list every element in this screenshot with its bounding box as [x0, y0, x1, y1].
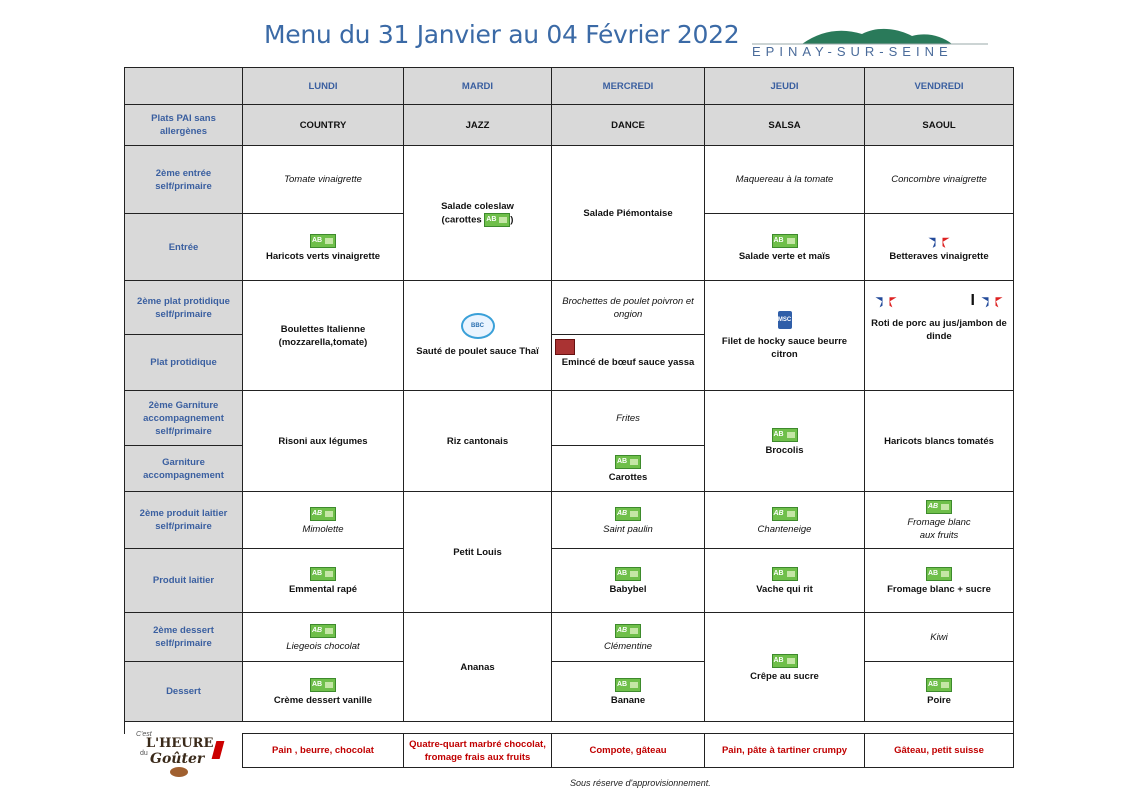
gouter-lundi: Pain , beurre, chocolat	[243, 734, 404, 768]
cell-mer-dessert-text: Banane	[610, 695, 646, 706]
gouter-vendredi: Gâteau, petit suisse	[865, 734, 1014, 768]
cell-mer-garn	[552, 446, 705, 492]
cell-ven-lait	[865, 549, 1014, 613]
pai-mardi: JAZZ	[404, 105, 552, 146]
dessert2-row	[125, 613, 1014, 662]
cake-icon	[170, 767, 188, 777]
cell-jeu-lait-text: Vache qui rit	[756, 584, 813, 595]
cell-mer-plat-text: Emincé de bœuf sauce yassa	[561, 357, 695, 368]
cell-jeu-dessert	[705, 613, 865, 722]
cell-jeu-lait2	[705, 492, 865, 549]
cell-mar-plat	[404, 281, 552, 391]
cell-ven-garn: Haricots blancs tomatés	[865, 391, 1014, 492]
cell-ven-plat	[865, 281, 1014, 391]
epinay-logo	[752, 24, 992, 62]
row-label-lait: Produit laitier	[125, 549, 243, 613]
cell-jeu-plat	[705, 281, 865, 391]
exclamation-icon	[212, 741, 225, 759]
cell-lun-garn: Risoni aux légumes	[243, 391, 404, 492]
gouter-logo-word-1: C'est	[136, 731, 152, 738]
menu-table	[124, 67, 1014, 768]
cell-mer-lait2	[552, 492, 705, 549]
cell-ven-dessert	[865, 662, 1014, 722]
cell-jeu-entree	[705, 214, 865, 281]
cell-mer-garn2: Frites	[552, 391, 705, 446]
row-label-entree2: 2ème entrée self/primaire	[125, 146, 243, 214]
ab-bio-label-icon	[772, 654, 798, 668]
row-label-garn: Garniture accompagnement	[125, 446, 243, 492]
separator-icon: I	[970, 291, 975, 309]
day-mardi: MARDI	[404, 68, 552, 105]
ab-bio-label-icon	[310, 234, 336, 248]
entree2-row	[125, 146, 1014, 214]
cell-mer-garn-text: Carottes	[608, 472, 648, 483]
cell-lun-lait	[243, 549, 404, 613]
cell-lun-entree	[243, 214, 404, 281]
row-label-entree: Entrée	[125, 214, 243, 281]
ab-bio-label-icon	[484, 213, 510, 227]
cell-ven-plat-text: Roti de porc au jus/jambon de dinde	[871, 318, 1007, 342]
gouter-logo-word-3: du	[140, 750, 148, 757]
ab-bio-label-icon	[772, 234, 798, 248]
pai-lundi: COUNTRY	[243, 105, 404, 146]
gouter-logo-word-2: L'HEURE	[146, 736, 214, 751]
cell-mer-plat	[552, 335, 705, 391]
msc-label-icon: MSC	[778, 311, 792, 329]
cell-mer-entree: Salade Piémontaise	[552, 146, 705, 281]
ab-bio-label-icon	[615, 455, 641, 469]
ab-bio-label-icon	[926, 567, 952, 581]
cell-jeu-lait	[705, 549, 865, 613]
volaille-francaise-label-icon	[981, 291, 1003, 309]
pai-jeudi: SALSA	[705, 105, 865, 146]
cell-mar-entree-b: (carottes	[441, 214, 482, 226]
cell-ven-dessert2: Kiwi	[865, 613, 1014, 662]
row-label-dessert2: 2ème dessert self/primaire	[125, 613, 243, 662]
cell-ven-lait2-text: Fromage blanc aux fruits	[907, 517, 971, 541]
gouter-row	[125, 734, 1014, 768]
cell-lun-dessert-text: Crème dessert vanille	[273, 695, 373, 706]
dessert-row	[125, 662, 1014, 722]
day-mercredi: MERCREDI	[552, 68, 705, 105]
bleu-blanc-coeur-label-icon: BBC	[461, 313, 495, 339]
cell-mar-entree	[404, 146, 552, 281]
ab-bio-label-icon	[926, 500, 952, 514]
gouter-mardi: Quatre-quart marbré chocolat, fromage frais aux fruits	[404, 734, 552, 768]
viande-bovine-france-label-icon	[555, 339, 575, 355]
spacer-row	[125, 722, 1014, 734]
cell-mar-entree-c: )	[510, 214, 514, 226]
pai-mercredi: DANCE	[552, 105, 705, 146]
cell-mer-dessert	[552, 662, 705, 722]
cell-mar-dessert: Ananas	[404, 613, 552, 722]
row-label-garn2: 2ème Garniture accompagnement self/primaire	[125, 391, 243, 446]
cell-jeu-entree-text: Salade verte et maïs	[738, 250, 831, 262]
cell-ven-entree2: Concombre vinaigrette	[865, 146, 1014, 214]
cell-lun-dessert	[243, 662, 404, 722]
lait2-row	[125, 492, 1014, 549]
cell-lun-dessert2	[243, 613, 404, 662]
day-jeudi: JEUDI	[705, 68, 865, 105]
cell-lun-lait2	[243, 492, 404, 549]
cell-mar-garn: Riz cantonais	[404, 391, 552, 492]
ab-bio-label-icon	[310, 624, 336, 638]
cell-jeu-dessert-text: Crêpe au sucre	[750, 670, 819, 682]
hills-icon	[752, 24, 992, 46]
row-label-lait2: 2ème produit laitier self/primaire	[125, 492, 243, 549]
day-lundi: LUNDI	[243, 68, 404, 105]
ab-bio-label-icon	[615, 507, 641, 521]
ab-bio-label-icon	[310, 567, 336, 581]
porc-francais-label-icon	[875, 291, 897, 309]
row-label-dessert: Dessert	[125, 662, 243, 722]
ab-bio-label-icon	[772, 507, 798, 521]
ab-bio-label-icon	[615, 678, 641, 692]
cell-mer-dessert2-text: Clémentine	[603, 640, 653, 652]
plat2-row	[125, 281, 1014, 335]
cell-mar-plat-text: Sauté de poulet sauce Thaï	[416, 346, 539, 357]
cell-ven-dessert-text: Poire	[927, 695, 951, 706]
cell-mar-entree-a: Salade coleslaw	[441, 200, 514, 212]
corner-cell	[125, 68, 243, 105]
cell-jeu-lait2-text: Chanteneige	[757, 523, 812, 535]
ab-bio-label-icon	[615, 567, 641, 581]
cell-mer-plat2: Brochettes de poulet poivron et ongion	[552, 281, 705, 335]
cell-jeu-plat-text: Filet de hocky sauce beurre citron	[721, 335, 848, 360]
porc-francais-label-icon	[928, 232, 950, 250]
heure-du-gouter-logo	[134, 731, 226, 777]
garn2-row	[125, 391, 1014, 446]
ab-bio-label-icon	[310, 678, 336, 692]
ab-bio-label-icon	[772, 567, 798, 581]
pai-row	[125, 105, 1014, 146]
ab-bio-label-icon	[615, 624, 641, 638]
cell-mer-lait2-text: Saint paulin	[603, 523, 653, 535]
cell-lun-dessert2-text: Liegeois chocolat	[286, 640, 360, 652]
page-title: Menu du 31 Janvier au 04 Février 2022	[264, 20, 740, 49]
cell-ven-lait2	[865, 492, 1014, 549]
cell-jeu-garn	[705, 391, 865, 492]
footnote: Sous réserve d'approvisionnement.	[570, 778, 711, 788]
cell-jeu-entree2: Maquereau à la tomate	[705, 146, 865, 214]
lait-row	[125, 549, 1014, 613]
gouter-logo-word-4: Goûter	[150, 751, 205, 767]
cell-jeu-garn-text: Brocolis	[765, 444, 804, 456]
day-vendredi: VENDREDI	[865, 68, 1014, 105]
cell-ven-entree	[865, 214, 1014, 281]
cell-lun-plat: Boulettes Italienne (mozzarella,tomate)	[243, 281, 404, 391]
ab-bio-label-icon	[772, 428, 798, 442]
logo-text: EPINAY-SUR-SEINE	[752, 44, 953, 59]
cell-lun-lait2-text: Mimolette	[302, 523, 344, 535]
cell-lun-entree2: Tomate vinaigrette	[243, 146, 404, 214]
cell-ven-lait-text: Fromage blanc + sucre	[887, 584, 991, 595]
row-label-plat2: 2ème plat protidique self/primaire	[125, 281, 243, 335]
gouter-mercredi: Compote, gâteau	[552, 734, 705, 768]
cell-lun-entree-text: Haricots verts vinaigrette	[265, 250, 381, 262]
cell-mer-dessert2	[552, 613, 705, 662]
cell-lun-lait-text: Emmental rapé	[288, 584, 358, 595]
row-label-pai: Plats PAI sans allergènes	[125, 105, 243, 146]
ab-bio-label-icon	[926, 678, 952, 692]
cell-mar-lait: Petit Louis	[404, 492, 552, 613]
ab-bio-label-icon	[310, 507, 336, 521]
row-label-plat: Plat protidique	[125, 335, 243, 391]
gouter-jeudi: Pain, pâte à tartiner crumpy	[705, 734, 865, 768]
cell-ven-entree-text: Betteraves vinaigrette	[889, 250, 989, 262]
cell-mer-lait-text: Babybel	[609, 584, 647, 595]
pai-vendredi: SAOUL	[865, 105, 1014, 146]
cell-mer-lait	[552, 549, 705, 613]
header-row	[125, 68, 1014, 105]
